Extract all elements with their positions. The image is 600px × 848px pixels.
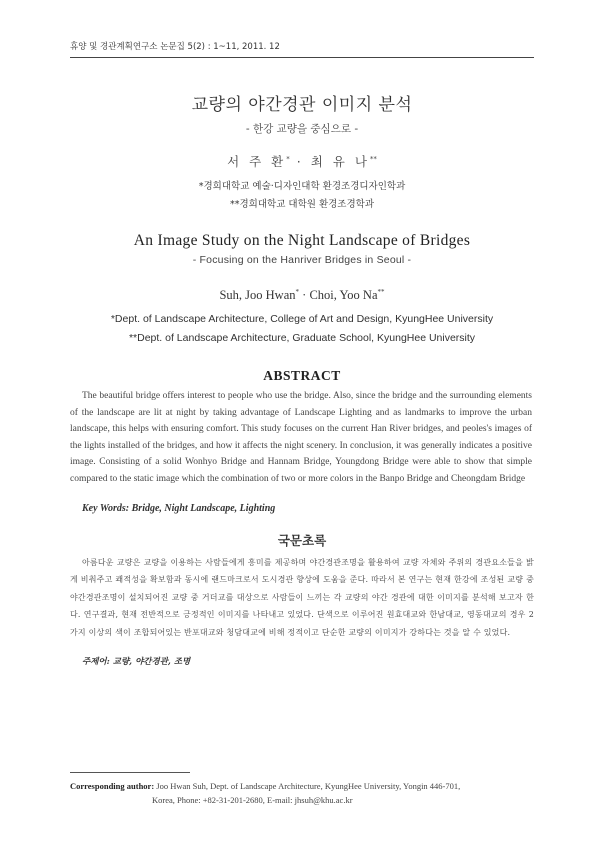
english-affiliation-1: *Dept. of Landscape Architecture, College of Art and Design, KyungHee University bbox=[110, 313, 494, 325]
english-author-2: Choi, Yoo Na bbox=[309, 288, 378, 303]
korean-affiliation-1: *경희대학교 예술·디자인대학 환경조경디자인학과 bbox=[198, 181, 406, 192]
korean-author-separator: · bbox=[296, 154, 304, 169]
english-author-1-mark: * bbox=[295, 288, 300, 296]
corresponding-line-2: Korea, Phone: +82-31-201-2680, E-mail: jhsuh@khu.ac.kr bbox=[152, 794, 353, 805]
korean-title: 교량의 야간경관 이미지 분석 bbox=[191, 95, 413, 115]
journal-header: 휴양 및 경관계획연구소 논문집 5(2) : 1~11, 2011. 12 bbox=[70, 42, 280, 52]
english-affiliation-2: **Dept. of Landscape Architecture, Graduate School, KyungHee University bbox=[128, 332, 476, 344]
english-author-2-mark: ** bbox=[377, 288, 385, 296]
abstract-heading: ABSTRACT bbox=[263, 368, 341, 383]
korean-authors bbox=[70, 152, 534, 170]
korean-keywords: 주제어: 교량, 야간경관, 조명 bbox=[82, 657, 191, 667]
korean-affiliation-2: **경희대학교 대학원 환경조경학과 bbox=[229, 199, 375, 210]
english-author-1: Suh, Joo Hwan bbox=[219, 288, 296, 303]
korean-abstract-text: 아름다운 교량은 교량을 이용하는 사람들에게 흥미를 제공하며 야간경관조명을 활용하여 교량 자체와 주위의 경관요소들을 밝게 비춰주고 쾌적성을 확보함과 동시에 랜드마크로서 도시경관 향상에 도움을 준다. 따라서 본 연구는 현재 한강에 조성된 교량 중 야간경관조명이 설치되어진 교량 중 거더교를 대상으로 사람들이 느끼는 각 교량의 야간 경관에 대한 이미지를 분석해 보고자 한다. 연구결과, 현재 전반적으로 긍정적인 이미지를 나타내고 있었다. 단색으로 이루어진 원효대교와 한남대교, 영동대교의 경우 2가지 이상의 색이 조합되어있는 반포대교와 청담대교에 비해 정적이고 단순한 교량의 이미지가 강하다는 것을 알 수 있었다. bbox=[70, 558, 534, 637]
korean-author-1-mark: * bbox=[286, 154, 290, 163]
english-subtitle: - Focusing on the Hanriver Bridges in Seoul - bbox=[192, 254, 412, 266]
corresponding-line-1: Joo Hwan Suh, Dept. of Landscape Architecture, KyungHee University, Yongin 446-701, bbox=[156, 781, 461, 791]
korean-author-2: 최 유 나 bbox=[310, 154, 370, 169]
korean-author-2-mark: ** bbox=[369, 154, 377, 163]
korean-abstract-heading: 국문초록 bbox=[277, 533, 327, 548]
footnote-rule bbox=[70, 772, 190, 773]
korean-subtitle: - 한강 교량을 중심으로 - bbox=[245, 123, 359, 135]
corresponding-author bbox=[70, 780, 540, 807]
corresponding-label: Corresponding author: bbox=[70, 781, 155, 791]
abstract-text: The beautiful bridge offers interest to people who use the bridge. Also, since the bridge and the surrounding elements of the landscape are lit at night by taking advantage of Landscape Lighting and as landmarks to improve the urban landscape, this helps with ensuring comfort. This study focuses on the current Han River bridges, and peoles's images of the lights installed of the bridges, and how it affects the night scenery. In conclusion, it was generally indicates a positive image. Consisting of a solid Wonhyo Bridge and Hannam Bridge, Youngdong Bridge were able to show that simple compared to the static image which the combination of two or more colors in the Banpo Bridge and Cheongdam Bridge bbox=[70, 391, 532, 484]
header-rule bbox=[70, 57, 534, 58]
english-author-separator: · bbox=[302, 288, 307, 303]
korean-author-1: 서 주 환 bbox=[227, 154, 287, 169]
english-authors bbox=[70, 288, 534, 303]
abstract-keywords: Key Words: Bridge, Night Landscape, Lighting bbox=[82, 503, 276, 514]
english-title: An Image Study on the Night Landscape of Bridges bbox=[133, 232, 471, 249]
